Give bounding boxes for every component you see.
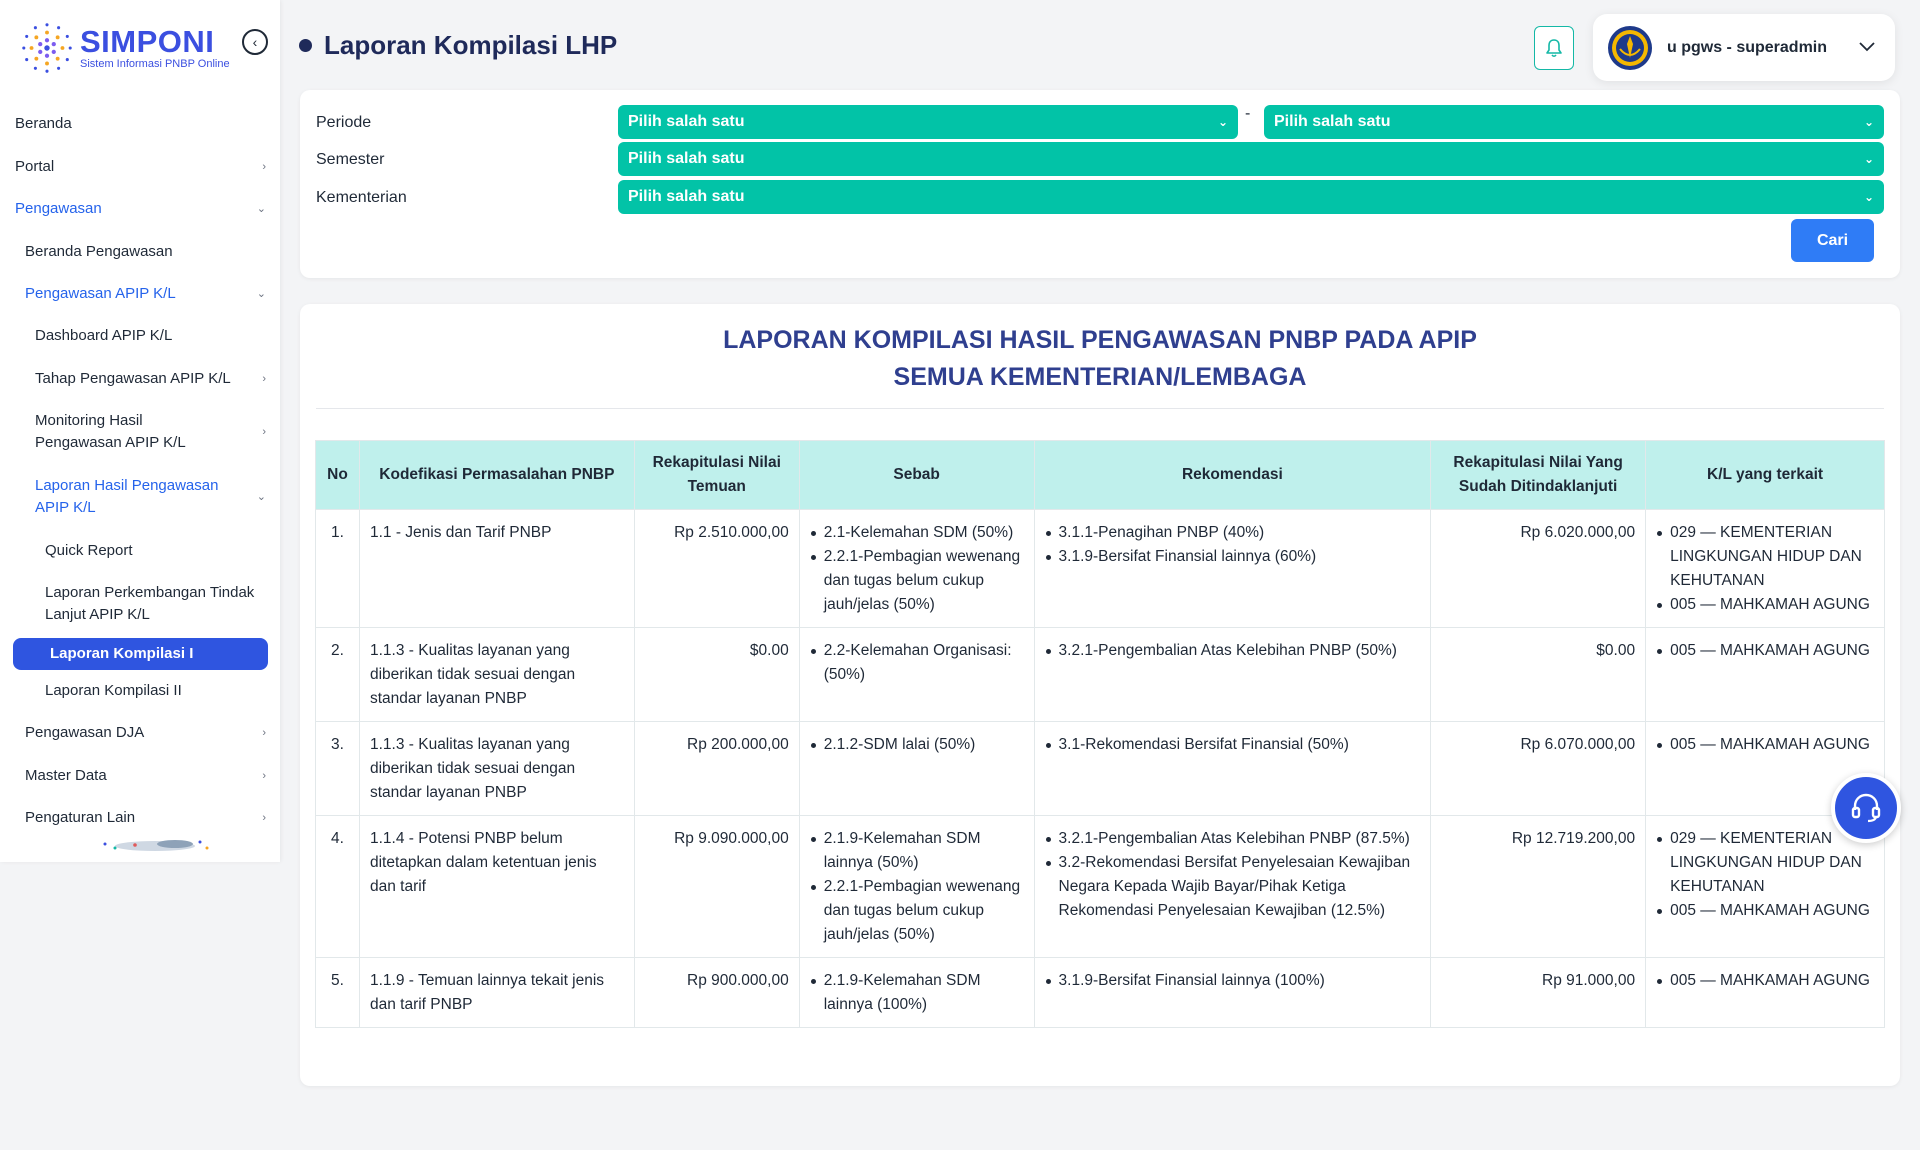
cell-rekomendasi	[1034, 628, 1431, 722]
select-value: Pilih salah satu	[628, 188, 745, 205]
title-bullet-icon	[299, 39, 312, 52]
sidebar-item-label: Master Data	[25, 767, 107, 784]
kementerian-select[interactable]	[618, 180, 1884, 214]
periode-label: Periode	[316, 114, 372, 131]
cell-no: 3.	[316, 722, 360, 816]
report-title-line-1: LAPORAN KOMPILASI HASIL PENGAWASAN PNBP PADA APIP	[723, 326, 1477, 354]
report-title-line-2: SEMUA KEMENTERIAN/LEMBAGA	[893, 363, 1307, 391]
list-item: 2.1-Kelemahan SDM (50%)	[810, 521, 1024, 545]
list-item: 2.1.9-Kelemahan SDM lainnya (100%)	[810, 969, 1024, 1017]
sidebar-item-label: Dashboard APIP K/L	[35, 327, 173, 344]
chevron-down-icon: ⌄	[256, 288, 266, 300]
sidebar-item-label: Laporan Perkembangan Tindak Lanjut APIP K/L	[45, 584, 255, 623]
sidebar-item-label: Pengaturan Lain	[25, 809, 136, 826]
user-menu[interactable]	[1593, 14, 1895, 81]
cell-kode: 1.1.4 - Potensi PNBP belum ditetapkan dalam ketentuan jenis dan tarif	[359, 816, 634, 958]
sidebar-item-master-data[interactable]	[0, 765, 280, 787]
sidebar-item-pengawasan[interactable]	[0, 198, 280, 220]
list-item: 005 — MAHKAMAH AGUNG	[1656, 733, 1874, 757]
headset-icon	[1848, 790, 1884, 826]
periode-separator: -	[1245, 105, 1251, 122]
sidebar-item-label: Tahap Pengawasan APIP K/L	[35, 370, 231, 387]
sidebar-item-laporan-hasil[interactable]	[0, 475, 280, 519]
cell-no: 2.	[316, 628, 360, 722]
help-chat-button[interactable]	[1831, 773, 1901, 843]
sidebar-item-portal[interactable]	[0, 156, 280, 178]
cell-rekomendasi	[1034, 722, 1431, 816]
chevron-down-icon: ⌄	[1863, 115, 1874, 129]
list-item: 005 — MAHKAMAH AGUNG	[1656, 593, 1874, 617]
cell-temuan: $0.00	[634, 628, 799, 722]
select-value: Pilih salah satu	[1274, 113, 1391, 130]
list-item: 2.1.2-SDM lalai (50%)	[810, 733, 1024, 757]
decorative-illustration-icon	[95, 836, 215, 856]
sidebar-item-laporan-kompilasi-1[interactable]	[13, 638, 268, 670]
cell-tindaklanjut: Rp 6.070.000,00	[1431, 722, 1646, 816]
collapse-sidebar-icon[interactable]: ‹	[242, 29, 268, 55]
chevron-right-icon: ›	[262, 426, 266, 438]
table-header-row	[316, 441, 1885, 510]
sidebar-item-label: Beranda	[15, 115, 72, 132]
report-title	[300, 322, 1900, 396]
column-header: Kodefikasi Permasalahan PNBP	[359, 441, 634, 510]
list-item: 3.1-Rekomendasi Bersifat Finansial (50%)	[1045, 733, 1421, 757]
list-item: 029 — KEMENTERIAN LINGKUNGAN HIDUP DAN KEHUTANAN	[1656, 521, 1874, 593]
sidebar-item-label: Monitoring Hasil Pengawasan APIP K/L	[35, 412, 186, 451]
table-row	[316, 722, 1885, 816]
chevron-down-icon: ⌄	[256, 491, 266, 503]
chevron-right-icon: ›	[262, 812, 266, 824]
list-item: 005 — MAHKAMAH AGUNG	[1656, 639, 1874, 663]
divider	[316, 408, 1884, 409]
cell-no: 5.	[316, 958, 360, 1028]
chevron-right-icon: ›	[262, 161, 266, 173]
column-header: Sebab	[799, 441, 1034, 510]
cell-sebab	[799, 816, 1034, 958]
cell-rekomendasi	[1034, 816, 1431, 958]
cell-temuan: Rp 200.000,00	[634, 722, 799, 816]
page-header	[299, 30, 617, 61]
sidebar-item-label: Portal	[15, 158, 55, 175]
sidebar	[0, 0, 280, 862]
table-row	[316, 816, 1885, 958]
list-item: 3.2.1-Pengembalian Atas Kelebihan PNBP (50%)	[1045, 639, 1421, 663]
periode-start-select[interactable]	[618, 105, 1238, 139]
app-tagline: Sistem Informasi PNBP Online	[80, 57, 230, 70]
cell-kl	[1646, 628, 1885, 722]
cell-temuan: Rp 900.000,00	[634, 958, 799, 1028]
sidebar-item-beranda[interactable]	[0, 113, 280, 135]
cell-kl	[1646, 510, 1885, 628]
cell-rekomendasi	[1034, 958, 1431, 1028]
cell-kl	[1646, 958, 1885, 1028]
chevron-right-icon: ›	[262, 373, 266, 385]
avatar	[1607, 25, 1653, 71]
sidebar-item-laporan-perkembangan[interactable]	[0, 582, 280, 626]
list-item: 3.1.9-Bersifat Finansial lainnya (100%)	[1045, 969, 1421, 993]
cell-rekomendasi	[1034, 510, 1431, 628]
sidebar-item-label: Pengawasan DJA	[25, 724, 145, 741]
cell-kode: 1.1.3 - Kualitas layanan yang diberikan tidak sesuai dengan standar layanan PNBP	[359, 722, 634, 816]
cell-no: 4.	[316, 816, 360, 958]
select-value: Pilih salah satu	[628, 150, 745, 167]
cell-tindaklanjut: Rp 91.000,00	[1431, 958, 1646, 1028]
table-row	[316, 628, 1885, 722]
chevron-down-icon: ⌄	[1217, 115, 1228, 129]
chevron-down-icon: ⌄	[1863, 152, 1874, 166]
sidebar-item-pengawasan-dja[interactable]	[0, 722, 280, 744]
page-title: Laporan Kompilasi LHP	[324, 30, 618, 60]
column-header: K/L yang terkait	[1646, 441, 1885, 510]
cell-temuan: Rp 2.510.000,00	[634, 510, 799, 628]
semester-select[interactable]	[618, 142, 1884, 176]
chevron-down-icon: ⌄	[1863, 190, 1874, 204]
select-value: Pilih salah satu	[628, 113, 745, 130]
cell-sebab	[799, 722, 1034, 816]
cell-kode: 1.1 - Jenis dan Tarif PNBP	[359, 510, 634, 628]
cell-kode: 1.1.3 - Kualitas layanan yang diberikan tidak sesuai dengan standar layanan PNBP	[359, 628, 634, 722]
list-item: 005 — MAHKAMAH AGUNG	[1656, 899, 1874, 923]
sidebar-item-label: Quick Report	[45, 542, 133, 559]
filter-panel	[300, 90, 1900, 278]
table-row	[316, 958, 1885, 1028]
sidebar-item-label: Pengawasan APIP K/L	[25, 285, 176, 302]
cell-temuan: Rp 9.090.000,00	[634, 816, 799, 958]
list-item: 029 — KEMENTERIAN LINGKUNGAN HIDUP DAN KEHUTANAN	[1656, 827, 1874, 899]
bell-icon	[1545, 38, 1563, 58]
periode-end-select[interactable]	[1264, 105, 1884, 139]
list-item: 3.1.1-Penagihan PNBP (40%)	[1045, 521, 1421, 545]
cell-no: 1.	[316, 510, 360, 628]
cell-tindaklanjut: Rp 12.719.200,00	[1431, 816, 1646, 958]
cell-kode: 1.1.9 - Temuan lainnya tekait jenis dan tarif PNBP	[359, 958, 634, 1028]
column-header: Rekapitulasi Nilai Yang Sudah Ditindaklanjuti	[1431, 441, 1646, 510]
cell-tindaklanjut: $0.00	[1431, 628, 1646, 722]
list-item: 3.2.1-Pengembalian Atas Kelebihan PNBP (87.5%)	[1045, 827, 1421, 851]
search-button[interactable]: Cari	[1791, 219, 1874, 262]
list-item: 2.2.1-Pembagian wewenang dan tugas belum cukup jauh/jelas (50%)	[810, 545, 1024, 617]
sidebar-item-dashboard-apip[interactable]	[0, 325, 280, 347]
sidebar-item-label: Beranda Pengawasan	[25, 243, 173, 260]
chevron-down-icon	[1857, 36, 1877, 56]
sidebar-item-tahap-pengawasan[interactable]	[0, 368, 280, 390]
app-name: SIMPONI	[80, 23, 215, 59]
report-panel	[300, 304, 1900, 1086]
report-table	[315, 440, 1885, 1028]
column-header: Rekapitulasi Nilai Temuan	[634, 441, 799, 510]
user-name: u pgws - superadmin	[1667, 38, 1828, 56]
cell-sebab	[799, 958, 1034, 1028]
list-item: 2.1.9-Kelemahan SDM lainnya (50%)	[810, 827, 1024, 875]
cell-sebab	[799, 628, 1034, 722]
list-item: 3.1.9-Bersifat Finansial lainnya (60%)	[1045, 545, 1421, 569]
sidebar-item-laporan-kompilasi-2[interactable]	[0, 680, 280, 702]
list-item: 005 — MAHKAMAH AGUNG	[1656, 969, 1874, 993]
sidebar-item-label: Laporan Kompilasi I	[50, 645, 194, 662]
app-logo[interactable]	[18, 18, 238, 78]
chevron-right-icon: ›	[262, 770, 266, 782]
sidebar-item-label: Laporan Hasil Pengawasan APIP K/L	[35, 477, 219, 516]
list-item: 3.2-Rekomendasi Bersifat Penyelesaian Kewajiban Negara Kepada Wajib Bayar/Pihak Ketiga Rekomendasi Penyelesaian Kewajiban (12.5%)	[1045, 851, 1421, 923]
chevron-down-icon: ⌄	[256, 203, 266, 215]
column-header: Rekomendasi	[1034, 441, 1431, 510]
list-item: 2.2.1-Pembagian wewenang dan tugas belum cukup jauh/jelas (50%)	[810, 875, 1024, 947]
kementerian-label: Kementerian	[316, 189, 407, 206]
sidebar-item-pengawasan-apip[interactable]	[0, 283, 280, 305]
sidebar-item-beranda-pengawasan[interactable]	[0, 241, 280, 263]
sidebar-item-quick-report[interactable]	[0, 540, 280, 562]
cell-tindaklanjut: Rp 6.020.000,00	[1431, 510, 1646, 628]
sidebar-item-label: Laporan Kompilasi II	[45, 682, 182, 699]
column-header: No	[316, 441, 360, 510]
sidebar-item-pengaturan-lain[interactable]	[0, 807, 280, 829]
simponi-logo-icon	[18, 19, 76, 77]
notification-button[interactable]	[1534, 26, 1574, 70]
semester-label: Semester	[316, 151, 385, 168]
sidebar-item-label: Pengawasan	[15, 200, 102, 217]
table-row	[316, 510, 1885, 628]
sidebar-item-monitoring[interactable]	[0, 410, 280, 454]
chevron-right-icon: ›	[262, 727, 266, 739]
list-item: 2.2-Kelemahan Organisasi: (50%)	[810, 639, 1024, 687]
cell-sebab	[799, 510, 1034, 628]
